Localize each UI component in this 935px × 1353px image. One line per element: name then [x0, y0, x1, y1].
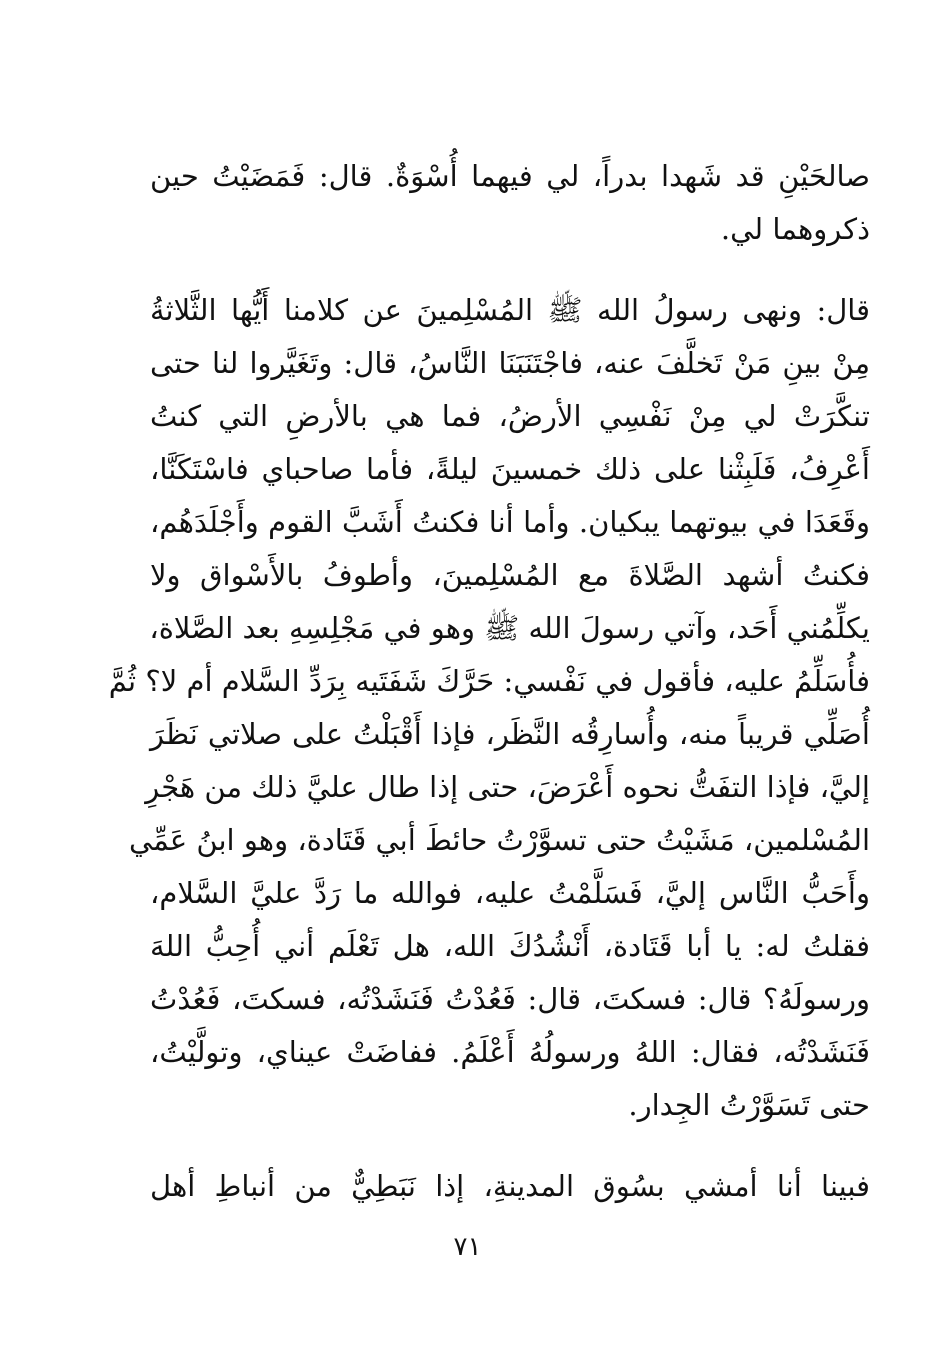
text-line: ذكروهما لي.: [720, 212, 870, 246]
text-line: إليَّ، فإذا التفَتُّ نحوه أَعْرَضَ، حتى إذا طال عليَّ ذلك من هَجْرِ: [145, 770, 870, 804]
text-line: حتى تَسَوَّرْتُ الجِدار.: [628, 1088, 870, 1122]
text-line: أَعْرِفُ، فَلَبِثْنا على ذلك خمسينَ ليلةً، فأما صاحباي فاسْتَكَنَّا،: [150, 452, 870, 486]
text-line: وأَحَبُّ النَّاس إليَّ، فَسَلَّمْتُ عليه، فوالله ما رَدَّ عليَّ السَّلام،: [150, 876, 870, 910]
paragraph-2: [108, 284, 870, 1132]
text-line: وقَعَدَا في بيوتهما يبكيان. وأما أنا فكنتُ أَشَبَّ القوم وأَجْلَدَهُم،: [150, 505, 870, 539]
text-line: مِنْ بينِ مَنْ تَخلَّفَ عنه، فاجْتَنَبَنَا النَّاسُ، قال: وتَغَيَّروا لنا حتى: [150, 346, 870, 380]
paragraph-3: [150, 1160, 870, 1213]
text-line: تنكَّرَتْ لي مِنْ نَفْسِي الأرضُ، فما هي بالأرضِ التي كنتُ: [150, 399, 870, 433]
page-number: ٧١: [453, 1232, 482, 1262]
text-line: صالحَيْنِ قد شَهدا بدراً، لي فيهما أُسْوَةٌ. قال: فَمَضَيْتُ حين: [150, 159, 870, 193]
text-line: فبينا أنا أمشي بسُوق المدينةِ، إذا نَبَطِيٌّ من أنباطِ أهل: [150, 1169, 870, 1203]
text-line: قال: ونهى رسولُ الله ﷺ المُسْلِمينَ عن كلامنا أَيُّها الثَّلاثةُ: [150, 293, 870, 327]
text-line: فَنَشَدْتُه، فقال: اللهُ ورسولُهُ أَعْلَمُ. ففاضَتْ عيناي، وتولَّيْتُ،: [150, 1035, 870, 1069]
paragraph-1: [150, 150, 870, 256]
page-body: [108, 150, 870, 1213]
text-line: المُسْلمين، مَشَيْتُ حتى تسوَّرْتُ حائطَ أبي قَتَادة، وهو ابنُ عَمِّي: [128, 823, 870, 857]
text-line: فأُسَلِّمُ عليه، فأقول في نَفْسي: حَرَّكَ شَفَتَيه بِرَدِّ السَّلام أم لا؟ ثُمَّ: [108, 664, 870, 698]
text-line: أُصَلِّي قريباً منه، وأُسارِقُه النَّظَر، فإذا أَقْبَلْتُ على صلاتي نَظَرَ: [150, 717, 870, 751]
text-line: ورسولَهُ؟ قال: فسكتَ، قال: فَعُدْتُ فَنَشَدْتُه، فسكتَ، فَعُدْتُ: [150, 982, 870, 1016]
text-line: فكنتُ أشهد الصَّلاةَ مع المُسْلِمينَ، وأطوفُ بالأَسْواق ولا: [150, 558, 870, 592]
text-line: فقلتُ له: يا أبا قَتَادة، أَنْشُدُكَ الله، هل تَعْلَم أني أُحِبُّ اللهَ: [150, 929, 870, 963]
text-line: يكلِّمُني أَحَد، وآتي رسولَ الله ﷺ وهو في مَجْلِسِهِ بعد الصَّلاة،: [149, 611, 870, 645]
